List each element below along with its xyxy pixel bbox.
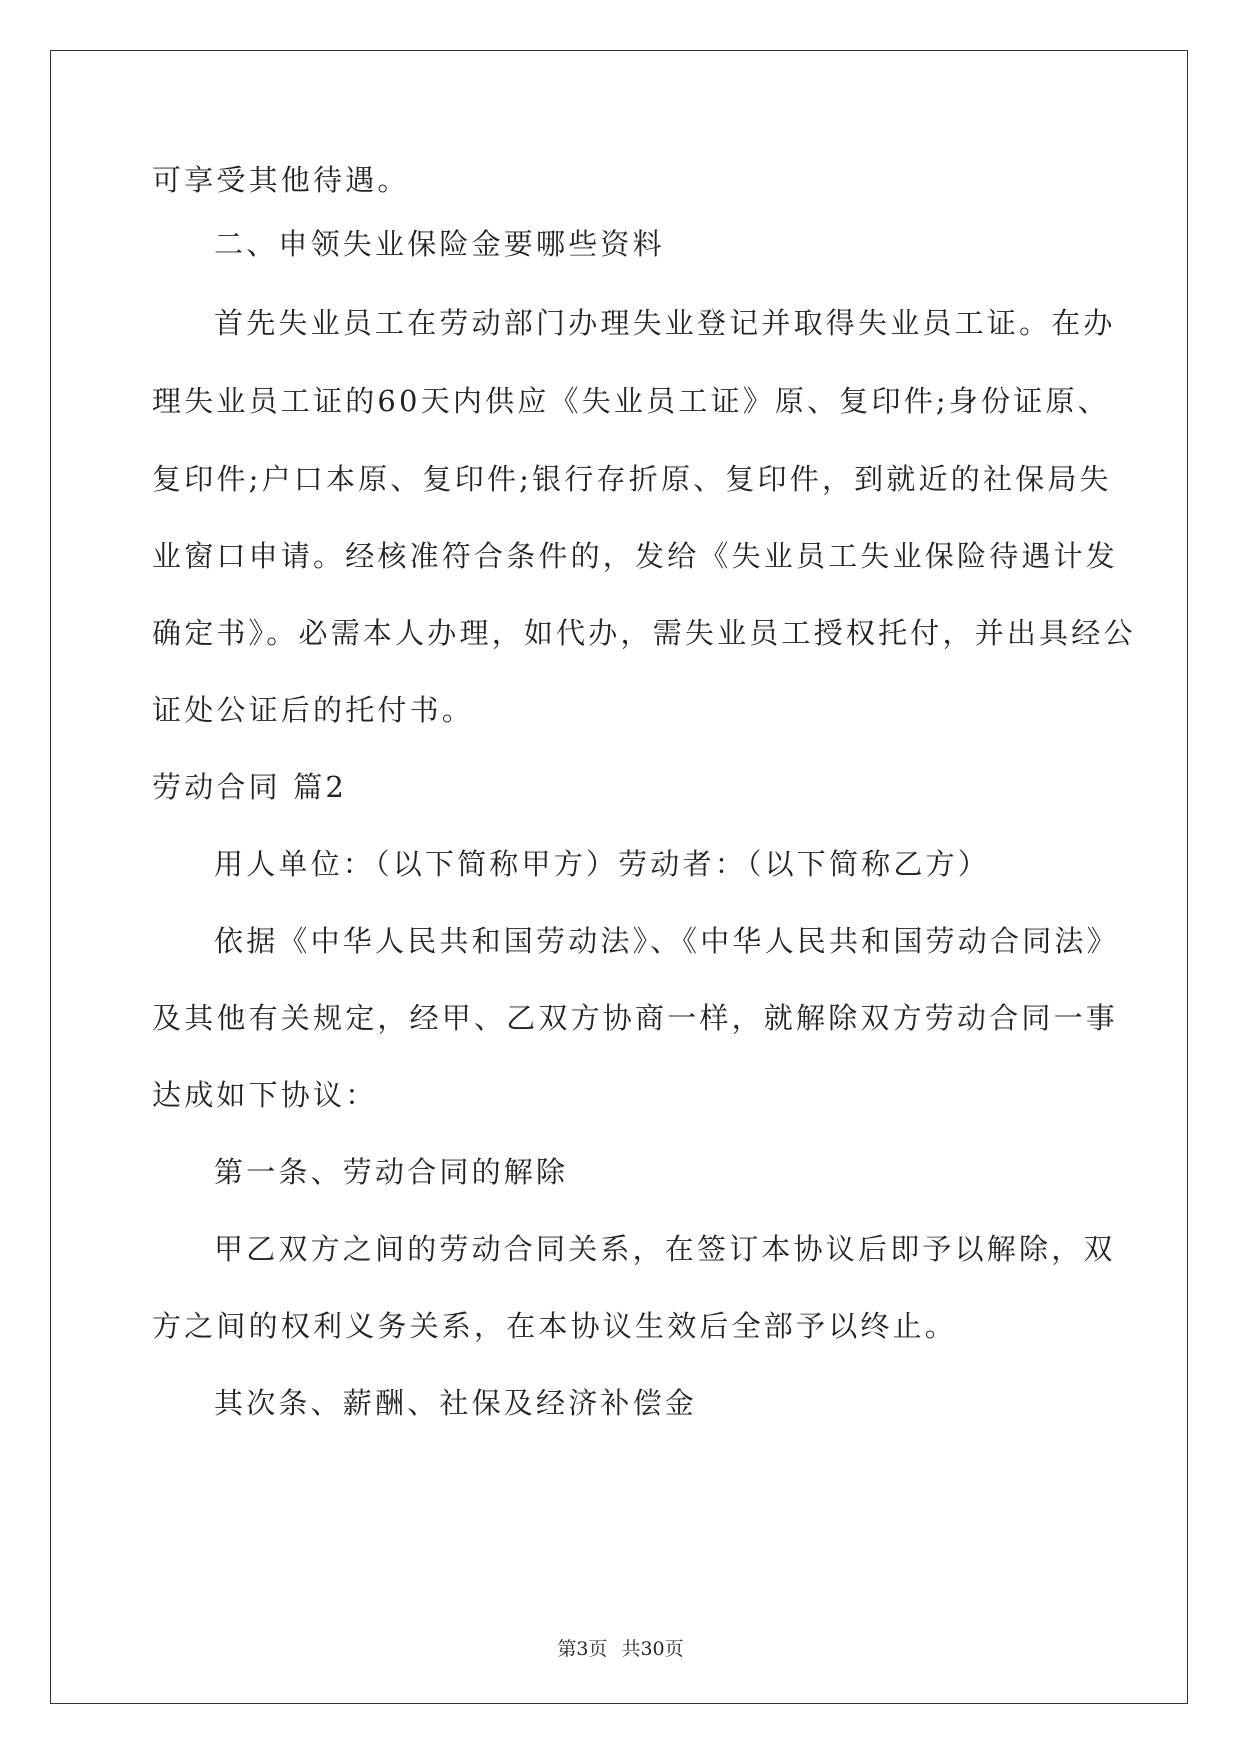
text-line: 理失业员工证的60天内供应《失业员工证》原、复印件;身份证原、: [152, 384, 1110, 418]
article-heading: 第一条、劳动合同的解除: [214, 1155, 569, 1189]
text-line: 证处公证后的托付书。: [152, 693, 475, 727]
page-total: 共30页: [621, 1638, 684, 1660]
article-heading: 其次条、薪酬、社保及经济补偿金: [214, 1386, 698, 1420]
text-line: 业窗口申请。经核准符合条件的，发给《失业员工失业保险待遇计发: [152, 539, 1119, 573]
text-line: 方之间的权利义务关系，在本协议生效后全部予以终止。: [152, 1309, 958, 1343]
page-footer: [0, 1637, 1241, 1661]
text-line: 可享受其他待遇。: [152, 163, 410, 197]
text-line: 依据《中华人民共和国劳动法》、《中华人民共和国劳动合同法》: [214, 924, 1119, 958]
section-title: 劳动合同 篇2: [152, 770, 348, 804]
text-line: 确定书》。必需本人办理，如代办，需失业员工授权托付，并出具经公: [152, 616, 1136, 650]
text-line: 达成如下协议：: [152, 1078, 378, 1112]
text-line: 用人单位：（以下简称甲方）劳动者：（以下简称乙方）: [214, 847, 991, 881]
text-line: 复印件;户口本原、复印件;银行存折原、复印件，到就近的社保局失: [152, 462, 1112, 496]
text-line: 甲乙双方之间的劳动合同关系，在签订本协议后即予以解除，双: [214, 1232, 1116, 1266]
section-heading: 二、申领失业保险金要哪些资料: [214, 227, 665, 261]
page-number: 第3页: [557, 1638, 608, 1660]
text-line: 首先失业员工在劳动部门办理失业登记并取得失业员工证。在办: [214, 306, 1116, 340]
text-line: 及其他有关规定，经甲、乙双方协商一样，就解除双方劳动合同一事: [152, 1001, 1119, 1035]
